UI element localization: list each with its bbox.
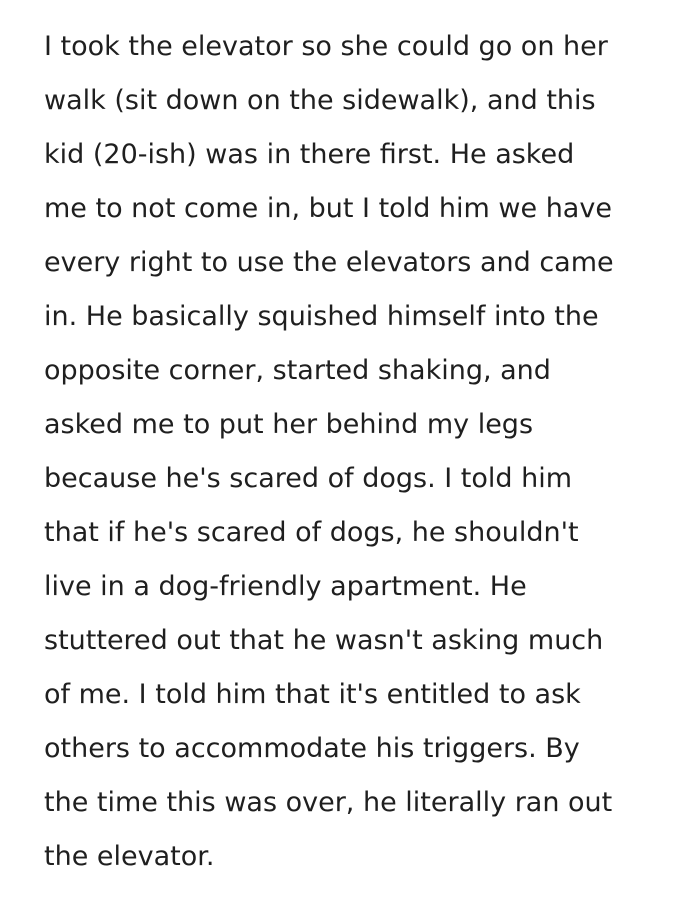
story-line-14: others to accommodate his triggers. By (44, 733, 580, 764)
story-line-15: the time this was over, he literally ran out (44, 787, 613, 818)
story-line-12: stuttered out that he wasn't asking much (44, 625, 604, 656)
story-paragraph (44, 22, 684, 886)
story-line-10: that if he's scared of dogs, he shouldn't (44, 517, 579, 548)
story-line-13: of me. I told him that it's entitled to ask (44, 679, 581, 710)
story-line-5: every right to use the elevators and came (44, 247, 614, 278)
story-line-4: me to not come in, but I told him we have (44, 193, 612, 224)
story-line-8: asked me to put her behind my legs (44, 409, 534, 440)
story-line-1: I took the elevator so she could go on her (44, 31, 608, 62)
story-line-11: live in a dog-friendly apartment. He (44, 571, 527, 602)
story-line-7: opposite corner, started shaking, and (44, 355, 551, 386)
story-line-16: the elevator. (44, 841, 215, 872)
story-line-6: in. He basically squished himself into the (44, 301, 599, 332)
story-line-9: because he's scared of dogs. I told him (44, 463, 573, 494)
story-line-3: kid (20-ish) was in there first. He asked (44, 139, 575, 170)
story-line-2: walk (sit down on the sidewalk), and this (44, 85, 596, 116)
